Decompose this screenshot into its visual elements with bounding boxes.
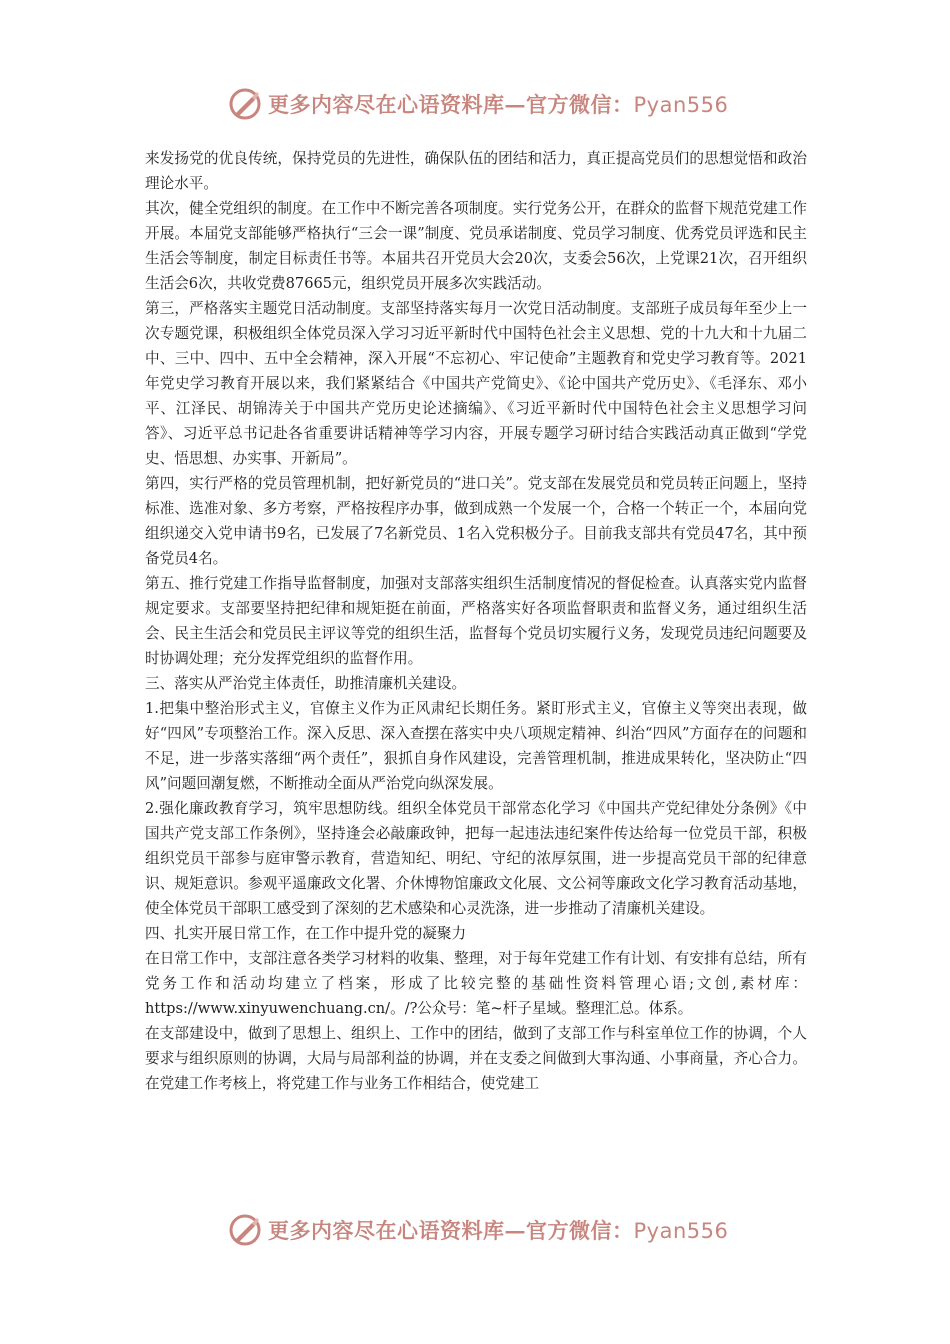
- paragraph: 其次，健全党组织的制度。在工作中不断完善各项制度。实行党务公开，在群众的监督下规范党建工作开展。本届党支部能够严格执行“三会一课”制度、党员承诺制度、党员学习制度、优秀党员评选和民主生活会等制度，制定目标责任书等。本届共召开党员大会20次，支委会56次，上党课21次，召开组织生活会6次，共收党费87665元，组织党员开展多次实践活动。: [145, 200, 807, 292]
- document-body: [145, 146, 807, 1096]
- header-wechat-id: Pyan556: [633, 93, 729, 117]
- paragraph: 2.强化廉政教育学习，筑牢思想防线。组织全体党员干部常态化学习《中国共产党纪律处分条例》《中国共产党支部工作条例》，坚持逢会必敲廉政钟，把每一起违法违纪案件传达给每一位党员干部，积极组织党员干部参与庭审警示教育，营造知纪、明纪、守纪的浓厚氛围，进一步提高党员干部的纪律意识、规矩意识。参观平遥廉政文化署、介休博物馆廉政文化展、文公祠等廉政文化学习教育活动基地，使全体党员干部职工感受到了深刻的艺术感染和心灵洗涤，进一步推动了清廉机关建设。: [145, 800, 807, 917]
- section-heading: 四、扎实开展日常工作，在工作中提升党的凝聚力: [145, 925, 467, 942]
- paragraph: 来发扬党的优良传统，保持党员的先进性，确保队伍的团结和活力，真正提高党员们的思想觉悟和政治理论水平。: [145, 150, 807, 192]
- footer-wechat-id: Pyan556: [633, 1219, 729, 1243]
- footer-watermark-text: [268, 1215, 728, 1245]
- header-watermark-label: 更多内容尽在心语资料库—官方微信：: [268, 92, 634, 117]
- header-watermark-text: [268, 89, 728, 119]
- footer-watermark-label: 更多内容尽在心语资料库—官方微信：: [268, 1218, 634, 1243]
- paragraph: 第五、推行党建工作指导监督制度，加强对支部落实组织生活制度情况的督促检查。认真落实党内监督规定要求。支部要坚持把纪律和规矩挺在前面，严格落实好各项监督职责和监督义务，通过组织生活会、民主生活会和党员民主评议等党的组织生活，监督每个党员切实履行义务，发现党员违纪问题要及时协调处理；充分发挥党组织的监督作用。: [145, 575, 807, 667]
- header-watermark: [228, 84, 728, 124]
- paragraph: 1.把集中整治形式主义，官僚主义作为正风肃纪长期任务。紧盯形式主义，官僚主义等突出表现，做好“四风”专项整治工作。深入反思、深入查摆在落实中央八项规定精神、纠治“四风”方面存在的问题和不足，进一步落实落细“两个责任”，狠抓自身作风建设，完善管理机制，推进成果转化，坚决防止“四风”问题回潮复燃，不断推动全面从严治党向纵深发展。: [145, 700, 807, 792]
- pen-circle-icon: [228, 87, 262, 121]
- paragraph: 第三，严格落实主题党日活动制度。支部坚持落实每月一次党日活动制度。支部班子成员每年至少上一次专题党课，积极组织全体党员深入学习习近平新时代中国特色社会主义思想、党的十九大和十九届二中、三中、四中、五中全会精神，深入开展“不忘初心、牢记使命”主题教育和党史学习教育等。2021年党史学习教育开展以来，我们紧紧结合《中国共产党简史》、《论中国共产党历史》、《毛泽东、邓小平、江泽民、胡锦涛关于中国共产党历史论述摘编》、《习近平新时代中国特色社会主义思想学习问答》、习近平总书记赴各省重要讲话精神等学习内容，开展专题学习研讨结合实践活动真正做到“学党史、悟思想、办实事、开新局”。: [145, 300, 807, 467]
- paragraph: 在支部建设中，做到了思想上、组织上、工作中的团结，做到了支部工作与科室单位工作的协调，个人要求与组织原则的协调，大局与局部利益的协调，并在支委之间做到大事沟通、小事商量，齐心合力。在党建工作考核上，将党建工作与业务工作相结合，使党建工: [145, 1025, 807, 1092]
- section-heading: 三、落实从严治党主体责任，助推清廉机关建设。: [145, 675, 467, 692]
- paragraph: 在日常工作中，支部注意各类学习材料的收集、整理，对于每年党建工作有计划、有安排有总结，所有党务工作和活动均建立了档案，形成了比较完整的基础性资料管理心语;文创,素材库：https://www.xinyuwenchuang.cn/。/?公众号：笔~杆子星域。整理汇总。体系。: [145, 950, 807, 1017]
- pen-circle-icon: [228, 1213, 262, 1247]
- footer-watermark: [228, 1210, 728, 1250]
- paragraph: 第四，实行严格的党员管理机制，把好新党员的“进口关”。党支部在发展党员和党员转正问题上，坚持标准、选准对象、多方考察，严格按程序办事，做到成熟一个发展一个，合格一个转正一个，本届向党组织递交入党申请书9名，已发展了7名新党员、1名入党积极分子。目前我支部共有党员47名，其中预备党员4名。: [145, 475, 807, 567]
